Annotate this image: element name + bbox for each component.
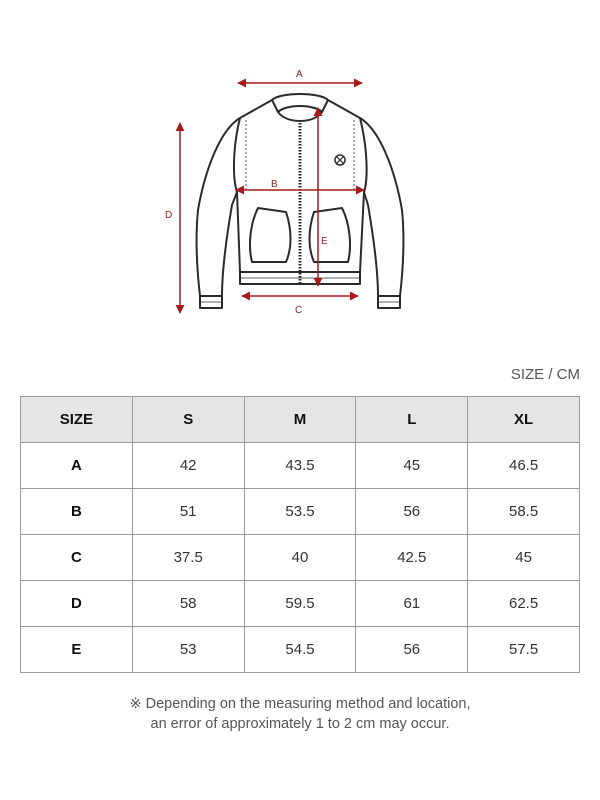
- note-line-1: ※ Depending on the measuring method and location,: [129, 696, 471, 712]
- cell-value: 45: [468, 535, 580, 581]
- cell-value: 40: [244, 535, 356, 581]
- cell-value: 59.5: [244, 581, 356, 627]
- cell-value: 53: [132, 627, 244, 673]
- cell-value: 42.5: [356, 535, 468, 581]
- cell-value: 42: [132, 443, 244, 489]
- cell-value: 61: [356, 581, 468, 627]
- header-xl: XL: [468, 397, 580, 443]
- dim-label-c: C: [295, 305, 303, 316]
- cell-value: 58: [132, 581, 244, 627]
- cell-value: 54.5: [244, 627, 356, 673]
- row-label: B: [21, 489, 133, 535]
- table-row: [21, 627, 580, 673]
- cell-value: 56: [356, 489, 468, 535]
- cell-value: 62.5: [468, 581, 580, 627]
- size-table: [20, 396, 580, 673]
- cell-value: 58.5: [468, 489, 580, 535]
- unit-label: SIZE / CM: [510, 366, 580, 383]
- cell-value: 51: [132, 489, 244, 535]
- table-row: [21, 443, 580, 489]
- jacket-measurement-diagram: [0, 0, 600, 340]
- jacket-illustration: [0, 0, 600, 340]
- table-row: [21, 535, 580, 581]
- dim-label-a: A: [296, 69, 303, 80]
- measurement-note: [0, 694, 600, 734]
- cell-value: 37.5: [132, 535, 244, 581]
- row-label: A: [21, 443, 133, 489]
- header-m: M: [244, 397, 356, 443]
- dim-label-b: B: [271, 179, 278, 190]
- row-label: E: [21, 627, 133, 673]
- cell-value: 53.5: [244, 489, 356, 535]
- header-size: SIZE: [21, 397, 133, 443]
- header-l: L: [356, 397, 468, 443]
- cell-value: 43.5: [244, 443, 356, 489]
- table-header-row: [21, 397, 580, 443]
- table-row: [21, 489, 580, 535]
- cell-value: 46.5: [468, 443, 580, 489]
- cell-value: 56: [356, 627, 468, 673]
- dim-label-d: D: [165, 210, 173, 221]
- cell-value: 45: [356, 443, 468, 489]
- cell-value: 57.5: [468, 627, 580, 673]
- row-label: C: [21, 535, 133, 581]
- dim-label-e: E: [321, 236, 328, 247]
- table-row: [21, 581, 580, 627]
- header-s: S: [132, 397, 244, 443]
- note-line-2: an error of approximately 1 to 2 cm may occur.: [150, 716, 450, 732]
- row-label: D: [21, 581, 133, 627]
